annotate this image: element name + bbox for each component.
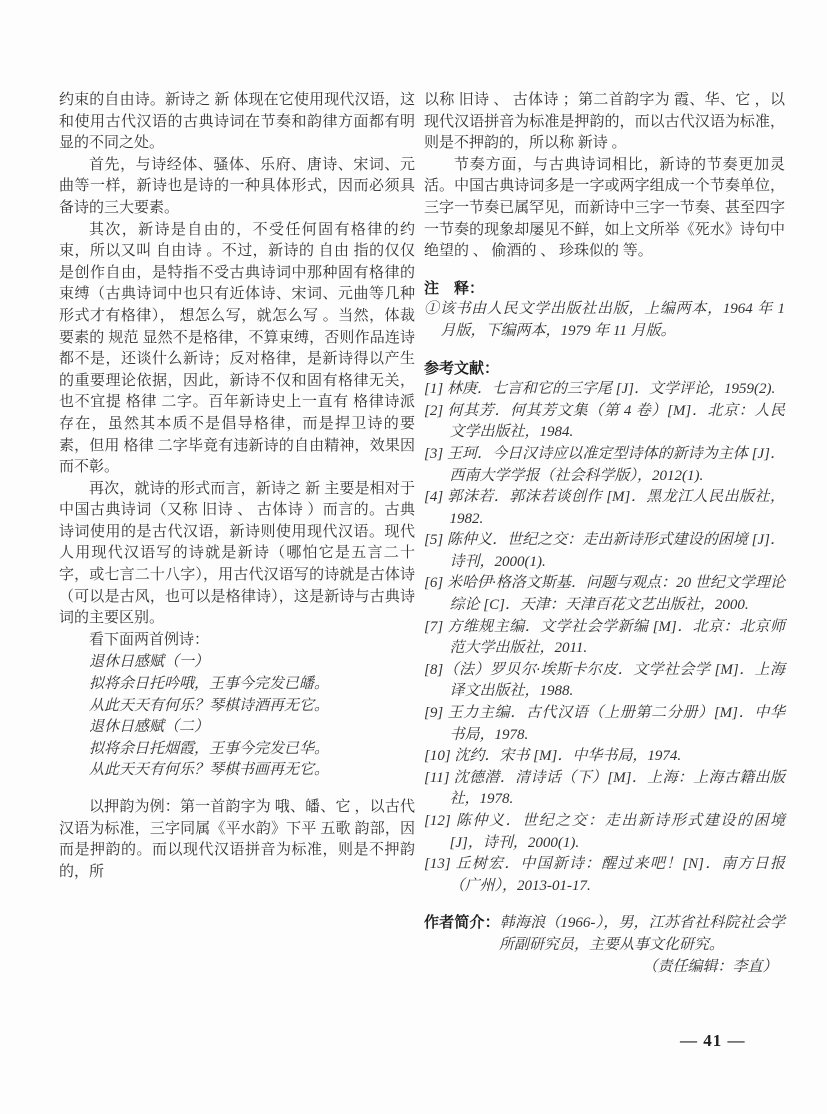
right-column bbox=[424, 90, 785, 978]
references-heading: 参考文献： bbox=[424, 359, 500, 377]
body-paragraph: 约束的自由诗。新诗之 新 体现在它使用现代汉语，这和使用古代汉语的古典诗词在节奏和韵律方面都有明显的不同之处。 bbox=[59, 92, 415, 152]
reference-item: [8]（法）罗贝尔·埃斯卡尔皮．文学社会学 [M]．上海译文出版社，1988. bbox=[424, 661, 785, 700]
page-number: — 41 — bbox=[680, 1031, 746, 1050]
body-paragraph: 首先，与诗经体、骚体、乐府、唐诗、宋词、元曲等一样，新诗也是诗的一种具体形式，因而必须具备诗的三大要素。 bbox=[59, 156, 415, 216]
notes-heading: 注 释： bbox=[424, 279, 485, 297]
author-bio-label: 作者简介： bbox=[424, 914, 500, 932]
poem-line: 从此天天有何乐？琴棋书画再无它。 bbox=[89, 762, 330, 779]
body-paragraph: 其次，新诗是自由的，不受任何固有格律的约束，所以又叫 自由诗 。不过，新诗的 自由 指的仅仅是创作自由，是特指不受古典诗词中那种固有格律的束缚（古典诗词中也只有近体诗、宋词、元曲等几种形式才有格律）， 想怎么写，就怎么写 。当然，体裁要素的 规范 显然不是格律，不算束缚，否则作品连诗都不是，还谈什么新诗；反对格律，是新诗得以产生的重要理论依据，因此，新诗不仅和固有格律无关，也不宜提 格律 二字。百年新诗史上一直有 格律诗派 存在，虽然其本质不是倡导格律，而是捍卫诗的要素，但用 格律 二字毕竟有违新诗的自由精神，效果因而不彰。 bbox=[59, 221, 415, 476]
poem-line: 拟将余日托吟哦，王事今完发已皤。 bbox=[89, 676, 330, 693]
references-list bbox=[424, 379, 785, 897]
author-bio bbox=[424, 912, 785, 956]
reference-item: [10] 沈约．宋书 [M]．中华书局，1974. bbox=[424, 748, 682, 765]
reference-item: [5] 陈仲义．世纪之交：走出新诗形式建设的困境 [J]．诗刊，2000(1). bbox=[424, 532, 785, 570]
reference-item: [13] 丘树宏．中国新诗：醒过来吧！[N]．南方日报（广州），2013-01-17. bbox=[424, 856, 785, 894]
body-paragraph: 再次，就诗的形式而言，新诗之 新 主要是相对于中国古典诗词（又称 旧诗 、 古体诗 ）而言的。古典诗词使用的是古代汉语，新诗则使用现代汉语。现代人用现代汉语写的诗就是新诗（哪怕它是五言二十字，或七言二十八字），用古代汉语写的诗就是古体诗（可以是古风，也可以是格律诗），这是新诗与古典诗词的主要区别。 bbox=[59, 480, 415, 627]
left-column bbox=[59, 90, 415, 883]
reference-item: [9] 王力主编．古代汉语（上册第二分册）[M]．中华书局，1978. bbox=[424, 705, 785, 743]
poem-line: 拟将余日托烟霞，王事今完发已华。 bbox=[89, 740, 330, 757]
reference-item: [2] 何其芳．何其芳文集（第 4 卷）[M]．北京：人民文学出版社，1984. bbox=[424, 402, 785, 441]
reference-item: [3] 王珂．今日汉诗应以准定型诗体的新诗为主体 [J]．西南大学学报（社会科学版），2012(1). bbox=[424, 445, 785, 484]
reference-item: [1] 林庚．七言和它的三字尾 [J]．文学评论，1959(2). bbox=[424, 381, 776, 398]
reference-item: [6] 米哈伊·格洛文斯基．问题与观点：20 世纪文学理论综论 [C]．天津：天津百花文艺出版社，2000. bbox=[424, 575, 785, 614]
poem-line: 从此天天有何乐？琴棋诗酒再无它。 bbox=[89, 697, 330, 714]
reference-item: [7] 方维规主编．文学社会学新编 [M]．北京：北京师范大学出版社，2011. bbox=[424, 618, 785, 657]
poem-title: 退休日感赋（二） bbox=[89, 719, 210, 736]
body-paragraph: 节奏方面，与古典诗词相比，新诗的节奏更加灵活。中国古典诗词多是一字或两字组成一个节奏单位，三字一节奏已属罕见，而新诗中三字一节奏、甚至四字一节奏的现象却屡见不鲜，如上文所举《死水》诗句中 绝望的 、 偷酒的 、 珍珠似的 等。 bbox=[424, 156, 785, 260]
body-paragraph: 以押韵为例：第一首韵字为 哦、皤、它 ，以古代汉语为标准，三字同属《平水韵》下平 五歌 韵部，因而是押韵的。而以现代汉语拼音为标准，则是不押韵的，所 bbox=[59, 799, 415, 880]
example-poems bbox=[59, 652, 415, 782]
author-bio-text: 韩海浪（1966-），男，江苏省社科院社会学所副研究员，主要从事文化研究。 bbox=[499, 915, 785, 953]
body-paragraph: 以称 旧诗 、 古体诗 ；第二首韵字为 霞、华、它 ，以现代汉语拼音为标准是押韵的，而以古代汉语为标准，则是不押韵的，所以称 新诗 。 bbox=[424, 92, 785, 152]
reference-item: [12] 陈仲义．世纪之交：走出新诗形式建设的困境 [J]，诗刊，2000(1). bbox=[424, 813, 785, 851]
editor-note: （责任编辑：李直） bbox=[642, 958, 778, 975]
reference-item: [4] 郭沫若．郭沫若谈创作 [M]．黑龙江人民出版社，1982. bbox=[424, 489, 785, 527]
note-item: ①该书由人民文学出版社出版，上编两本，1964 年 1 月版，下编两本，1979 年 11 月版。 bbox=[424, 301, 785, 339]
body-paragraph: 看下面两首例诗： bbox=[89, 631, 210, 648]
reference-item: [11] 沈德潜．清诗话（下）[M]．上海：上海古籍出版社，1978. bbox=[424, 769, 785, 808]
poem-title: 退休日感赋（一） bbox=[89, 654, 210, 671]
